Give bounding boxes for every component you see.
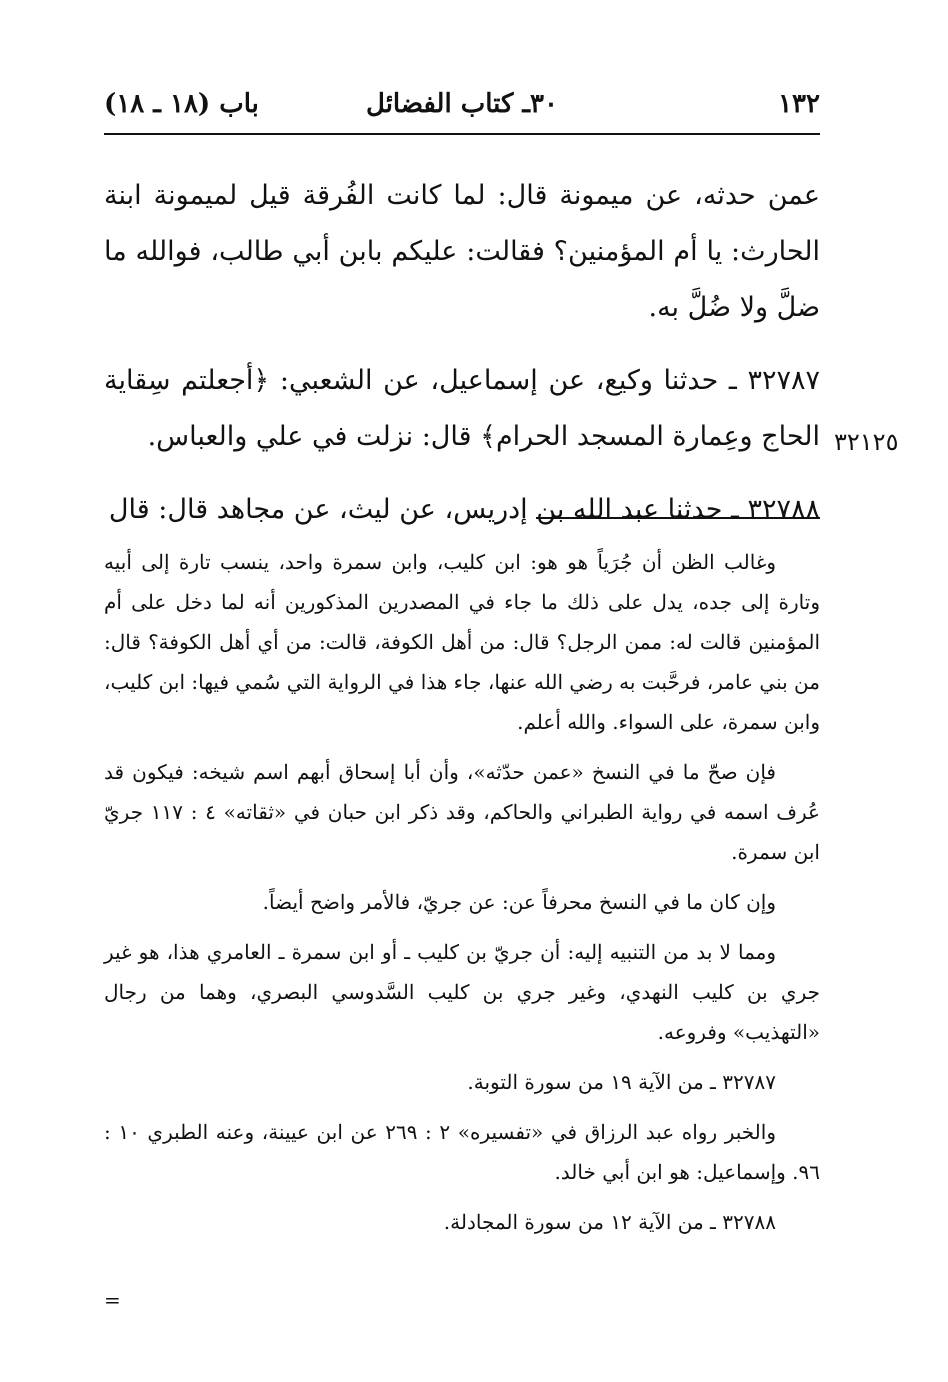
- margin-reference-number: ٣٢١٢٥: [834, 428, 899, 456]
- book-title: ٣٠ـ كتاب الفضائل: [366, 89, 558, 119]
- hadith-32787: ٣٢٧٨٧ ـ حدثنا وكيع، عن إسماعيل، عن الشعبي: ﴿أجعلتم سِقاية الحاج وعِمارة المسجد الحرام﴾ قال: نزلت في علي والعباس.: [104, 365, 820, 452]
- footnotes: [104, 542, 820, 1252]
- page-number: ١٣٢: [778, 89, 820, 119]
- footnote-paragraph: والخبر رواه عبد الرزاق في «تفسيره» ٢ : ٢٦٩ عن ابن عيينة، وعنه الطبري ١٠ : ٩٦. وإسماعيل: هو ابن أبي خالد.: [104, 1120, 820, 1184]
- footnote-paragraph: ٣٢٧٨٧ ـ من الآية ١٩ من سورة التوبة.: [467, 1070, 776, 1094]
- footnote-paragraph: ٣٢٧٨٨ ـ من الآية ١٢ من سورة المجادلة.: [443, 1210, 776, 1234]
- footnote-divider: [536, 517, 820, 519]
- footnote-paragraph: وإن كان ما في النسخ محرفاً عن: عن جريّ، فالأمر واضح أيضاً.: [262, 890, 776, 914]
- continuation-mark: =: [104, 1288, 121, 1312]
- running-header: [104, 86, 820, 126]
- hadith-32788: ٣٢٧٨٨ ـ حدثنا عبد الله بن إدريس، عن ليث، عن مجاهد قال: قال: [108, 494, 820, 525]
- header-divider: [104, 133, 820, 135]
- main-text: [104, 168, 820, 538]
- footnote-paragraph: وغالب الظن أن جُرَياً هو هو: ابن كليب، وابن سمرة واحد، ينسب تارة إلى أبيه وتارة إلى جده، يدل على ذلك ما جاء في المصدرين المذكورين أنه لما دخل على أم المؤمنين قالت له: ممن الرجل؟ قال: من أهل الكوفة، قالت: من أي أهل الكوفة؟ قال: من بني عامر، فرحَّبت به رضي الله عنها، جاء هذا في الرواية التي سُمي فيها: ابن كليب، وابن سمرة، على السواء. والله أعلم.: [104, 550, 820, 734]
- footnote-paragraph: فإن صحّ ما في النسخ «عمن حدّثه»، وأن أبا إسحاق أبهم اسم شيخه: فيكون قد عُرف اسمه في رواية الطبراني والحاكم، وقد ذكر ابن حبان في «ثقاته» ٤ : ١١٧ جريّ ابن سمرة.: [104, 760, 820, 864]
- chapter-label: باب (١٨ ـ ١٨): [104, 89, 259, 119]
- footnote-paragraph: ومما لا بد من التنبيه إليه: أن جريّ بن كليب ـ أو ابن سمرة ـ العامري هذا، هو غير جري بن كليب النهدي، وغير جري بن كليب السَّدوسي البصري، وهما من رجال «التهذيب» وفروعه.: [104, 940, 820, 1044]
- main-paragraph: عمن حدثه، عن ميمونة قال: لما كانت الفُرقة قيل لميمونة ابنة الحارث: يا أم المؤمنين؟ فقالت: عليكم بابن أبي طالب، فوالله ما ضلَّ ولا ضُلَّ به.: [104, 180, 820, 323]
